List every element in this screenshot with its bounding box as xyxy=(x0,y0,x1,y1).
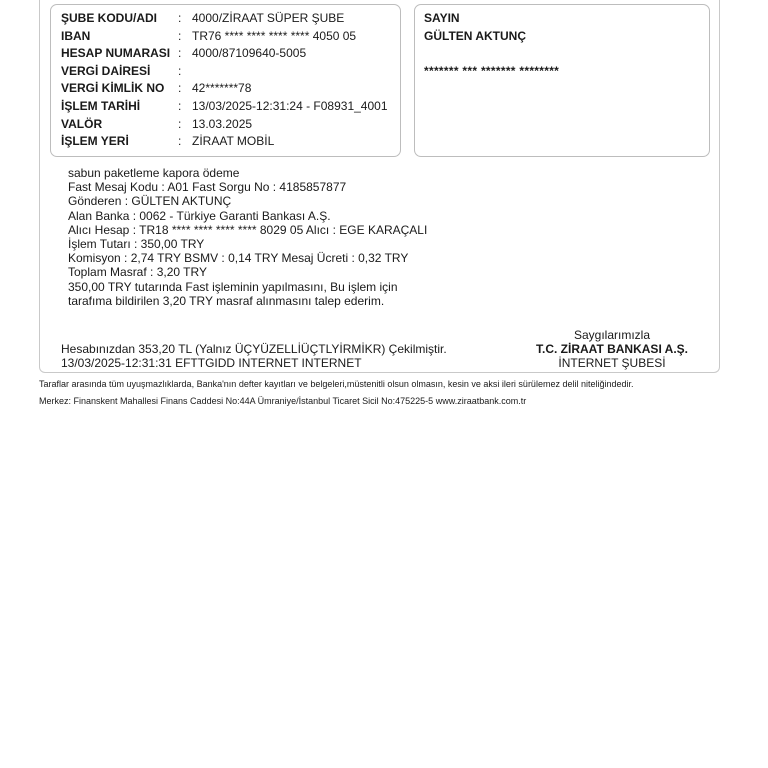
info-colon: : xyxy=(178,134,182,148)
info-label: İŞLEM YERİ xyxy=(61,134,129,148)
description-line: İşlem Tutarı : 350,00 TRY xyxy=(68,237,205,252)
info-label: IBAN xyxy=(61,29,91,43)
transaction-description xyxy=(68,166,427,308)
info-value: TR76 **** **** **** **** 4050 05 xyxy=(192,29,357,43)
info-colon: : xyxy=(178,99,182,113)
description-line: Fast Mesaj Kodu : A01 Fast Sorgu No : 4185857877 xyxy=(68,180,347,195)
info-label: İŞLEM TARİHİ xyxy=(61,99,141,113)
info-colon: : xyxy=(178,11,182,25)
branch-name: İNTERNET ŞUBESİ xyxy=(558,356,666,370)
info-value: 42*******78 xyxy=(192,81,252,95)
recipient-masked-address: ******* *** ******* ******** xyxy=(424,64,560,78)
recipient-name: GÜLTEN AKTUNÇ xyxy=(424,29,526,43)
info-label: VERGİ DAİRESİ xyxy=(61,64,151,78)
footer-disclaimer: Taraflar arasında tüm uyuşmazlıklarda, Banka'nın defter kayıtları ve belgeleri,müstenitli olsun olmasın, kesin ve aksi ileri sürülemez delil niteliğindedir. xyxy=(39,379,634,389)
info-value: 13.03.2025 xyxy=(192,117,253,131)
description-line: sabun paketleme kapora ödeme xyxy=(68,166,240,180)
info-colon: : xyxy=(178,81,182,95)
signature-block xyxy=(530,328,694,370)
bank-name: T.C. ZİRAAT BANKASI A.Ş. xyxy=(536,342,688,356)
description-line: Toplam Masraf : 3,20 TRY xyxy=(68,265,207,280)
footer-address: Merkez: Finanskent Mahallesi Finans Caddesi No:44A Ümraniye/İstanbul Ticaret Sicil No:475225-5 www.ziraatbank.com.tr xyxy=(39,396,527,406)
info-value: ZİRAAT MOBİL xyxy=(192,134,275,148)
info-colon: : xyxy=(178,117,182,131)
info-label: VERGİ KİMLİK NO xyxy=(61,81,165,95)
recipient-box xyxy=(414,4,710,157)
description-line: Gönderen : GÜLTEN AKTUNÇ xyxy=(68,194,232,209)
info-label: HESAP NUMARASI xyxy=(61,46,171,60)
info-label: ŞUBE KODU/ADI xyxy=(61,11,158,25)
description-line: Alan Banka : 0062 - Türkiye Garanti Bankası A.Ş. xyxy=(68,208,331,223)
info-colon: : xyxy=(178,64,182,78)
debit-statement xyxy=(61,342,447,370)
description-line: Komisyon : 2,74 TRY BSMV : 0,14 TRY Mesaj Ücreti : 0,32 TRY xyxy=(68,251,409,266)
info-value: 13/03/2025-12:31:24 - F08931_4001 xyxy=(192,99,388,113)
info-colon: : xyxy=(178,46,182,60)
recipient-salutation: SAYIN xyxy=(424,11,460,25)
info-value: 4000/87109640-5005 xyxy=(192,46,307,60)
regards-text: Saygılarımızla xyxy=(573,328,651,342)
debit-line-2: 13/03/2025-12:31:31 EFTTGIDD INTERNET INTERNET xyxy=(61,356,362,370)
info-label: VALÖR xyxy=(61,117,103,131)
description-line: 350,00 TRY tutarında Fast işleminin yapılmasını, Bu işlem için xyxy=(68,279,398,294)
debit-line-1: Hesabınızdan 353,20 TL (Yalnız ÜÇYÜZELLİÜÇTLYİRMİKR) Çekilmiştir. xyxy=(61,342,447,356)
description-line: Alıcı Hesap : TR18 **** **** **** **** 8029 05 Alıcı : EGE KARAÇALI xyxy=(68,222,428,237)
description-line: tarafıma bildirilen 3,20 TRY masraf alınmasını talep ederim. xyxy=(68,293,385,308)
info-value: 4000/ZİRAAT SÜPER ŞUBE xyxy=(192,11,345,25)
info-colon: : xyxy=(178,29,182,43)
